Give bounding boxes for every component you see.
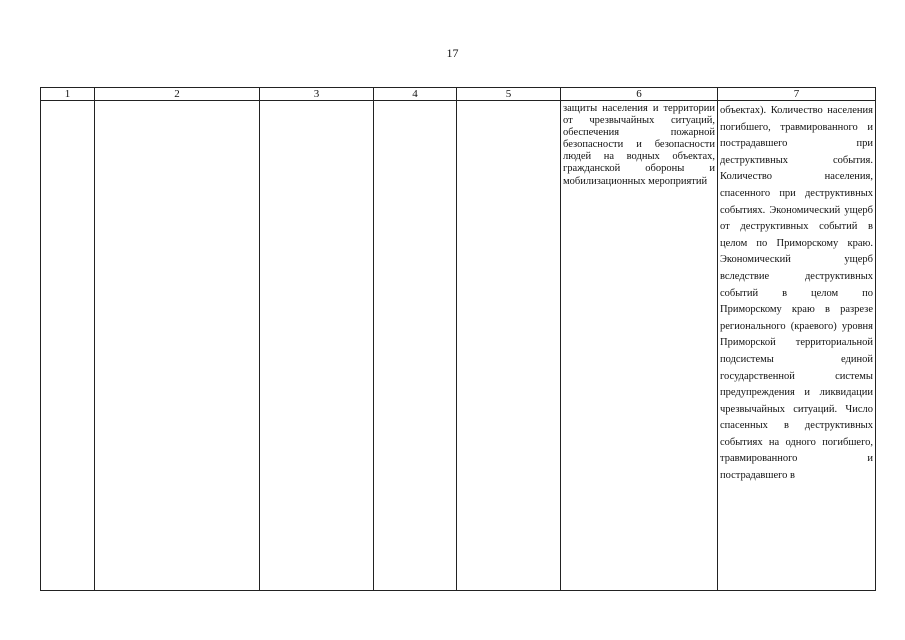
table-cell-col2 [95,101,260,591]
table-cell-col6 [561,101,718,591]
column-header-3: 3 [260,88,374,101]
column-header-5: 5 [457,88,561,101]
table-row [41,101,876,591]
table-cell-col5 [457,101,561,591]
column-header-7: 7 [718,88,876,101]
column-header-1: 1 [41,88,95,101]
table-header-row [41,88,876,101]
table-cell-col4 [374,101,457,591]
column-header-6: 6 [561,88,718,101]
column-header-4: 4 [374,88,457,101]
table-cell-col1 [41,101,95,591]
table-cell-col3 [260,101,374,591]
document-table [40,87,876,591]
column-header-2: 2 [95,88,260,101]
page-number: 17 [446,46,459,60]
column-7-text: объектах). Количество населения погибшего, травмированного и пострадавшего при деструктивных события. Количество населения, спасенного при деструктивных событиях. Экономический ущерб от деструктивных событий в целом по Приморскому краю. Экономический ущерб вследствие деструктивных событий в целом по Приморскому краю в разрезе регионального (краевого) уровня Приморской территориальной подсистемы единой государственной системы предупреждения и ликвидации чрезвычайных ситуаций. Число спасенных в деструктивных событиях на одного погибшего, травмированного и пострадавшего в [720,105,873,482]
column-6-text: защиты населения и территории от чрезвычайных ситуаций, обеспечения пожарной безопасности и безопасности людей на водных объектах, гражданской обороны и мобилизационных мероприятий [563,103,715,187]
table-cell-col7 [718,101,876,591]
